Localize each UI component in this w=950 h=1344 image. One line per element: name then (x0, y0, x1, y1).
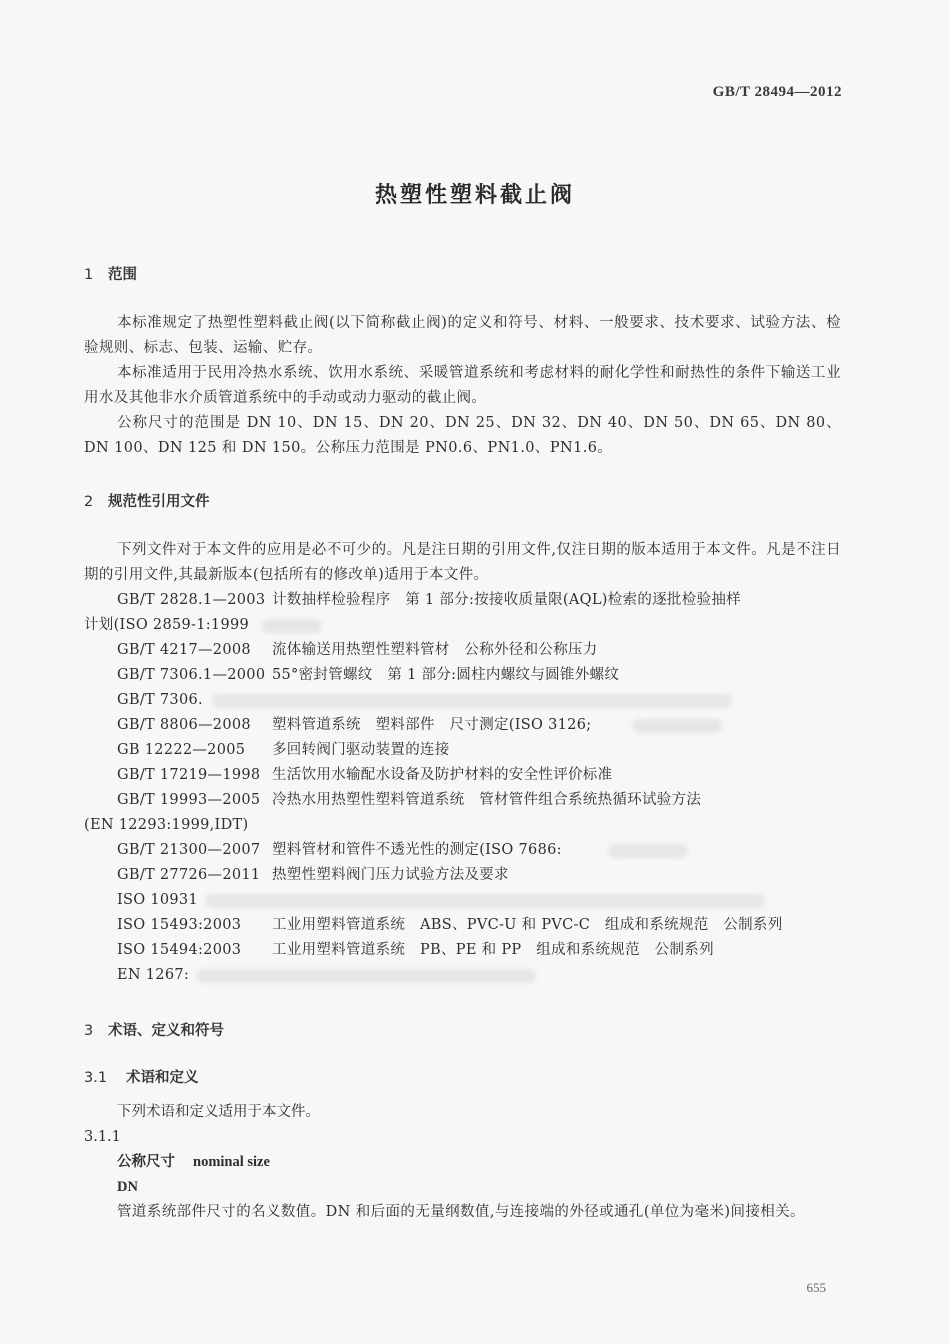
subsection-heading (84, 1066, 199, 1087)
reference-item (117, 788, 841, 813)
reference-item (117, 763, 841, 788)
subsection-intro: 下列术语和定义适用于本文件。 (117, 1104, 320, 1120)
reference-code: EN 1267: (117, 967, 190, 983)
blurred-text (262, 619, 322, 633)
reference-title: 塑料管道系统 塑料部件 尺寸测定(ISO 3126; (272, 717, 592, 733)
document-title: 热塑性塑料截止阀 (374, 183, 575, 208)
reference-code: GB/T 7306.1—2000 (117, 667, 266, 683)
section-title: 术语、定义和符号 (108, 1023, 224, 1039)
reference-title: 工业用塑料管道系统 PB、PE 和 PP 组成和系统规范 公制系列 (272, 942, 714, 958)
reference-code: GB/T 17219—1998 (117, 767, 261, 783)
subsection-title: 术语和定义 (126, 1070, 199, 1086)
reference-title: 生活饮用水输配水设备及防护材料的安全性评价标准 (272, 767, 613, 783)
reference-item (117, 863, 841, 888)
reference-code: GB 12222—2005 (117, 742, 246, 758)
reference-code: ISO 15494:2003 (117, 942, 242, 958)
term-number: 3.1.1 (84, 1129, 121, 1145)
term-symbol: DN (117, 1179, 138, 1195)
section-number: 3 (84, 1023, 94, 1039)
blurred-text (212, 694, 732, 708)
reference-code: ISO 15493:2003 (117, 917, 242, 933)
reference-code: GB/T 21300—2007 (117, 842, 261, 858)
section-number: 2 (84, 494, 94, 510)
reference-item (117, 838, 841, 863)
reference-title: 热塑性塑料阀门压力试验方法及要求 (272, 867, 509, 883)
reference-title: 55°密封管螺纹 第 1 部分:圆柱内螺纹与圆锥外螺纹 (272, 667, 620, 683)
section-2-heading (84, 490, 210, 511)
blurred-text (196, 969, 536, 983)
reference-title: 计数抽样检验程序 第 1 部分:按接收质量限(AQL)检索的逐批检验抽样 (272, 592, 741, 608)
reference-code: GB/T 27726—2011 (117, 867, 261, 883)
section-3-heading (84, 1019, 224, 1040)
blurred-text (205, 894, 765, 908)
reference-code: GB/T 4217—2008 (117, 642, 251, 658)
paragraph: 本标准适用于民用冷热水系统、饮用水系统、采暖管道系统和考虑材料的耐化学性和耐热性的条件下输送工业用水及其他非水介质管道系统中的手动或动力驱动的截止阀。 (84, 365, 841, 406)
reference-continuation: 计划(ISO 2859-1:1999 (84, 617, 250, 633)
reference-item (117, 713, 841, 738)
standard-code: GB/T 28494—2012 (712, 84, 842, 100)
reference-title: 工业用塑料管道系统 ABS、PVC-U 和 PVC-C 组成和系统规范 公制系列 (272, 917, 783, 933)
term-chinese: 公称尺寸 (117, 1154, 175, 1170)
section-1-heading (84, 263, 137, 284)
page-number: 655 (806, 1280, 826, 1295)
term-english: nominal size (193, 1154, 270, 1170)
term-name (117, 1150, 270, 1175)
reference-code: GB/T 2828.1—2003 (117, 592, 266, 608)
reference-code: GB/T 8806—2008 (117, 717, 251, 733)
reference-code: ISO 10931 (117, 892, 198, 908)
paragraph: 下列文件对于本文件的应用是必不可少的。凡是注日期的引用文件,仅注日期的版本适用于本文件。凡是不注日期的引用文件,其最新版本(包括所有的修改单)适用于本文件。 (84, 542, 841, 583)
section-title: 范围 (108, 267, 137, 283)
paragraph: 公称尺寸的范围是 DN 10、DN 15、DN 20、DN 25、DN 32、DN 40、DN 50、DN 65、DN 80、DN 100、DN 125 和 DN 150。公称压力范围是 PN0.6、PN1.0、PN1.6。 (84, 415, 841, 456)
subsection-number: 3.1 (84, 1070, 108, 1086)
reference-title: 冷热水用热塑性塑料管道系统 管材管件组合系统热循环试验方法 (272, 792, 702, 808)
reference-item (117, 913, 841, 938)
section-number: 1 (84, 267, 94, 283)
blurred-text (608, 844, 688, 858)
reference-item (117, 738, 841, 763)
reference-title: 流体输送用热塑性塑料管材 公称外径和公称压力 (272, 642, 598, 658)
reference-item (117, 638, 841, 663)
paragraph: 本标准规定了热塑性塑料截止阀(以下简称截止阀)的定义和符号、材料、一般要求、技术要求、试验方法、检验规则、标志、包装、运输、贮存。 (84, 315, 841, 356)
reference-code: GB/T 7306. (117, 692, 203, 708)
term-definition: 管道系统部件尺寸的名义数值。DN 和后面的无量纲数值,与连接端的外径或通孔(单位为毫米)间接相关。 (117, 1204, 805, 1220)
reference-continuation: (EN 12293:1999,IDT) (84, 817, 249, 833)
reference-title: 多回转阀门驱动装置的连接 (272, 742, 450, 758)
reference-code: GB/T 19993—2005 (117, 792, 261, 808)
blurred-text (632, 719, 722, 733)
section-title: 规范性引用文件 (108, 494, 210, 510)
reference-title: 塑料管材和管件不透光性的测定(ISO 7686: (272, 842, 562, 858)
reference-item (117, 663, 841, 688)
reference-item (117, 938, 841, 963)
reference-item (117, 588, 841, 613)
